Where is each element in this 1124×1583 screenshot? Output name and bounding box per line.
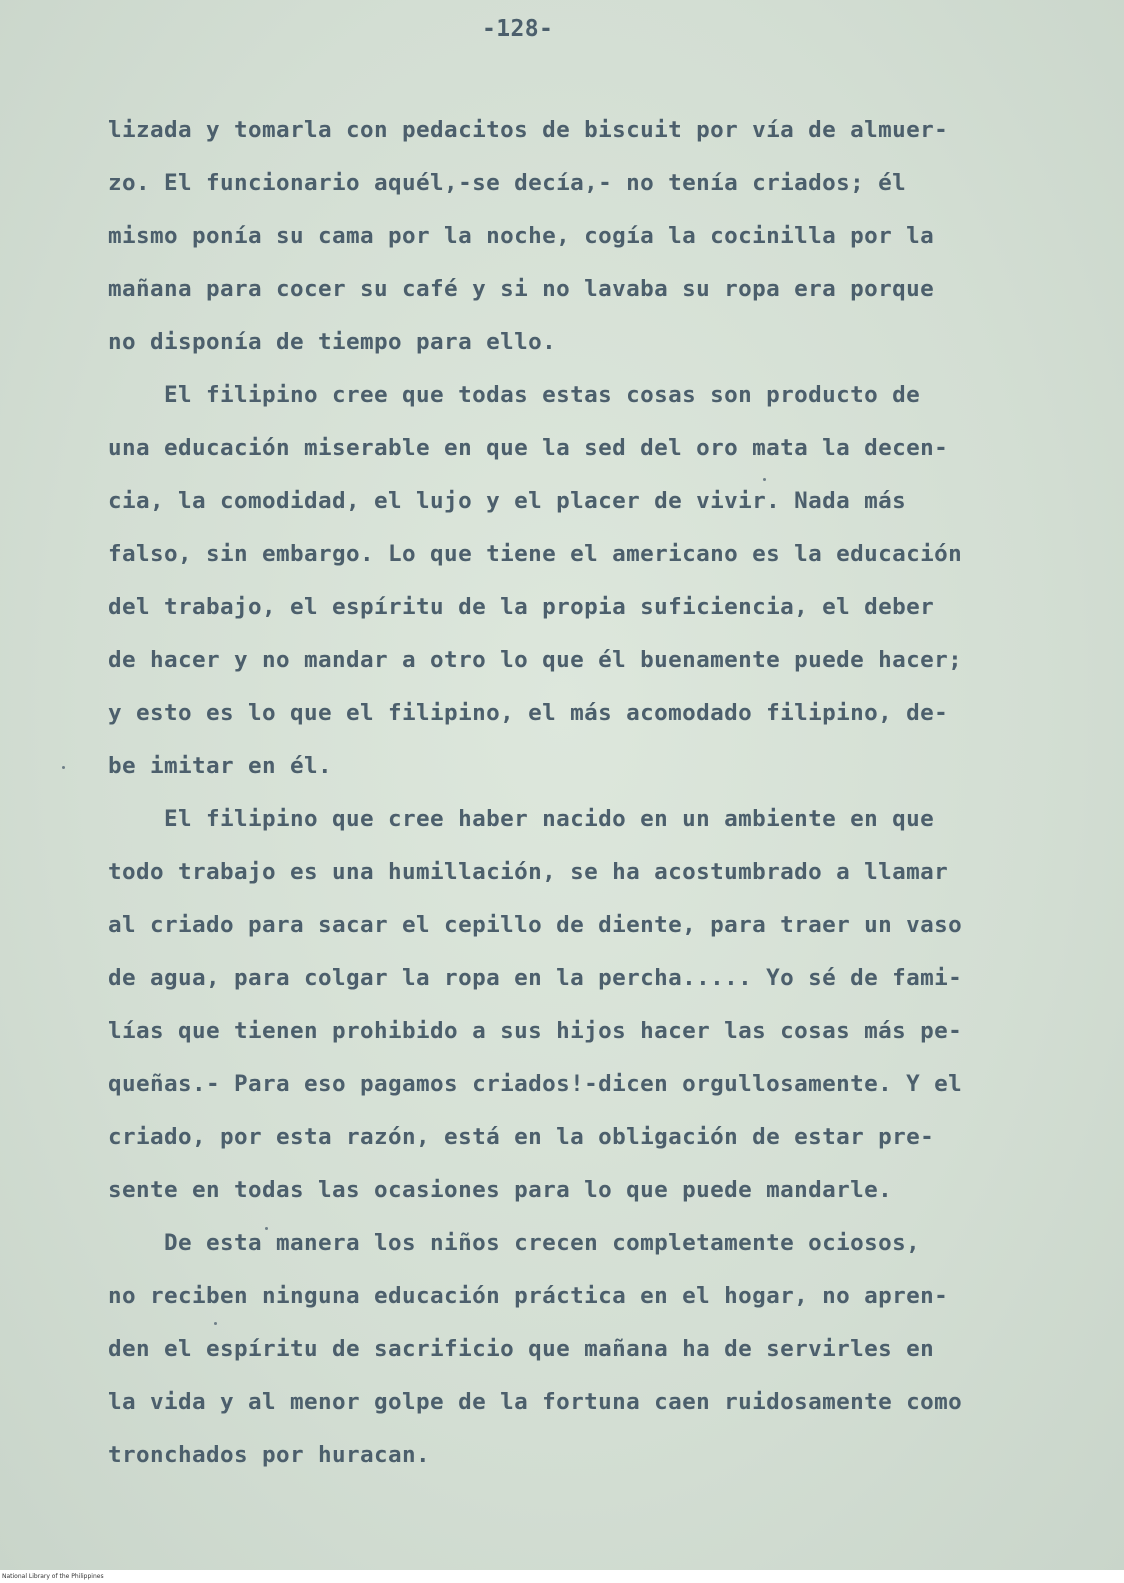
text-line: falso, sin embargo. Lo que tiene el americano es la educación (108, 541, 963, 567)
text-line: queñas.- Para eso pagamos criados!-dicen orgullosamente. Y el (108, 1071, 963, 1097)
text-line: lías que tienen prohibido a sus hijos hacer las cosas más pe- (108, 1018, 963, 1044)
text-line: todo trabajo es una humillación, se ha acostumbrado a llamar (108, 859, 949, 885)
text-line: lizada y tomarla con pedacitos de biscuit por vía de almuer- (108, 117, 949, 143)
text-line: El filipino que cree haber nacido en un ambiente en que (108, 806, 935, 832)
text-line: al criado para sacar el cepillo de diente, para traer un vaso (108, 912, 963, 938)
text-line: la vida y al menor golpe de la fortuna caen ruidosamente como (108, 1389, 963, 1415)
text-line: mismo ponía su cama por la noche, cogía la cocinilla por la (108, 223, 935, 249)
text-line: De esta manera los niños crecen completamente ociosos, (108, 1230, 921, 1256)
text-line: be imitar en él. (108, 753, 333, 779)
text-line: de agua, para colgar la ropa en la percha..... Yo sé de fami- (108, 965, 963, 991)
text-line: y esto es lo que el filipino, el más acomodado filipino, de- (108, 700, 949, 726)
ink-speck (214, 1322, 217, 1325)
ink-speck (265, 1227, 268, 1230)
text-line: mañana para cocer su café y si no lavaba su ropa era porque (108, 276, 935, 302)
text-line: tronchados por huracan. (108, 1442, 431, 1468)
text-line: El filipino cree que todas estas cosas son producto de (108, 382, 921, 408)
ink-speck (62, 766, 65, 769)
page-number: -128- (482, 16, 554, 42)
text-line: de hacer y no mandar a otro lo que él buenamente puede hacer; (108, 647, 963, 673)
text-line: sente en todas las ocasiones para lo que puede mandarle. (108, 1177, 893, 1203)
text-line: den el espíritu de sacrificio que mañana ha de servirles en (108, 1336, 935, 1362)
text-line: criado, por esta razón, está en la obligación de estar pre- (108, 1124, 935, 1150)
text-line: del trabajo, el espíritu de la propia suficiencia, el deber (108, 594, 935, 620)
text-line: zo. El funcionario aquél,-se decía,- no tenía criados; él (108, 170, 907, 196)
footer-credit: National Library of the Philippines (0, 1570, 1124, 1583)
text-line: no disponía de tiempo para ello. (108, 329, 557, 355)
text-line: cia, la comodidad, el lujo y el placer de vivir. Nada más (108, 488, 907, 514)
text-line: una educación miserable en que la sed del oro mata la decen- (108, 435, 949, 461)
ink-speck (763, 478, 766, 481)
text-line: no reciben ninguna educación práctica en el hogar, no apren- (108, 1283, 949, 1309)
